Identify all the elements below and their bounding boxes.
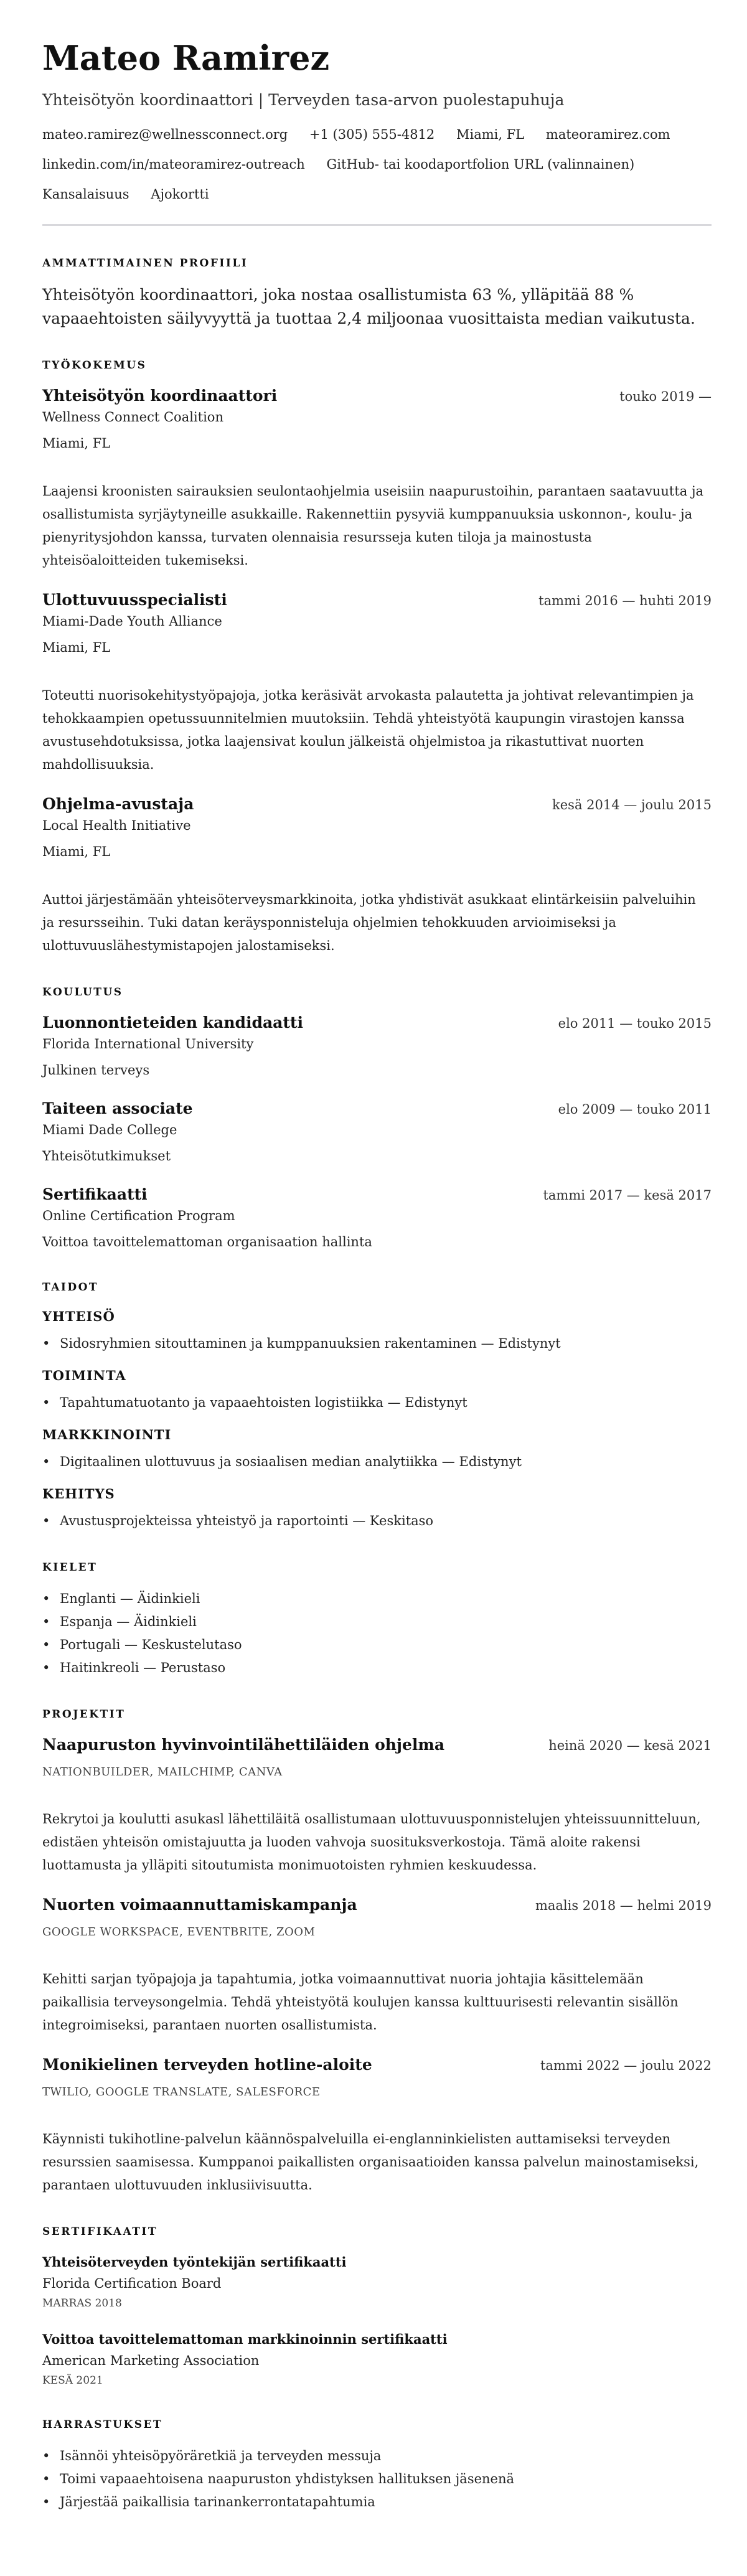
degree: Luonnontieteiden kandidaatti: [42, 1013, 303, 1032]
skill-category: YHTEISÖ: [42, 1309, 115, 1324]
project-dates: maalis 2018 — helmi 2019: [535, 1898, 712, 1913]
hobbies-section: [42, 2417, 712, 2514]
field-of-study: Voittoa tavoittelemattoman organisaation hallinta: [42, 1234, 372, 1249]
language-item: • Espanja — Äidinkieli: [60, 1610, 712, 1634]
skill-list: [42, 1510, 712, 1533]
education-dates: elo 2011 — touko 2015: [558, 1016, 712, 1031]
experience-entry: [42, 590, 712, 776]
certification-title: Yhteisöterveyden työntekijän sertifikaatti: [42, 2254, 347, 2270]
job-title: Ohjelma-avustaja: [42, 795, 194, 813]
section-heading: KOULUTUS: [42, 986, 123, 999]
job-dates: kesä 2014 — joulu 2015: [552, 797, 712, 812]
field-of-study: Yhteisötutkimukset: [42, 1149, 171, 1163]
email-link[interactable]: mateo.ramirez@wellnessconnect.org: [42, 127, 288, 142]
skill-category: KEHITYS: [42, 1486, 115, 1502]
degree: Taiteen associate: [42, 1099, 193, 1117]
linkedin-link[interactable]: linkedin.com/in/mateoramirez-outreach: [42, 157, 305, 172]
company: Wellness Connect Coalition: [42, 410, 223, 425]
project-entry: [42, 1734, 712, 1877]
education-dates: elo 2009 — touko 2011: [558, 1102, 712, 1117]
project-tech: NATIONBUILDER, MAILCHIMP, CANVA: [42, 1765, 283, 1779]
project-dates: heinä 2020 — kesä 2021: [548, 1738, 712, 1753]
education-section: [42, 985, 712, 1253]
project-description: Kehitti sarjan työpajoja ja tapahtumia, jotka voimaannuttivat nuoria johtajia käsittelemään paikallisia terveysongelmia. Tehdä yhteistyötä koulujen kanssa kulttuurisesti relevantin sisällön integroimiseksi, parantaen nuorten osallistumista.: [42, 1972, 679, 2033]
project-dates: tammi 2022 — joulu 2022: [540, 2058, 712, 2073]
job-description: Laajensi kroonisten sairauksien seulontaohjelmia useisiin naapurustoihin, parantaen saatavuutta ja osallistumista syrjäytyneille asukkaille. Rakennettiin pysyviä kumppanuuksia uskonnon-, koulu- ja pienyritysjohdon kanssa, turvaten olennaisia resursseja kuten tiloja ja mainostusta yhteisöaloitteiden tukemiseksi.: [42, 484, 703, 568]
hobby-item: • Toimi vapaaehtoisena naapuruston yhdistyksen hallituksen jäsenenä: [60, 2468, 712, 2491]
profile-summary: Yhteisötyön koordinaattori, joka nostaa osallistumista 63 %, ylläpitää 88 % vapaaehtoisten säilyvyyttä ja tuottaa 2,4 miljoonaa vuosittaista median vaikutusta.: [42, 286, 695, 327]
education-entry: [42, 1012, 712, 1081]
phone-number: +1 (305) 555-4812: [309, 127, 435, 142]
school: Online Certification Program: [42, 1208, 235, 1223]
section-heading: HARRASTUKSET: [42, 2419, 163, 2431]
section-heading: TYÖKOKEMUS: [42, 359, 147, 372]
job-location: Miami, FL: [42, 844, 111, 859]
section-heading: AMMATTIMAINEN PROFIILI: [42, 257, 248, 270]
location: Miami, FL: [456, 127, 525, 142]
certification-entry: [42, 2252, 712, 2313]
hobby-item: • Järjestää paikallisia tarinankerrontatapahtumia: [60, 2491, 712, 2514]
skill-list: [42, 1391, 712, 1414]
project-title: Nuorten voimaannuttamiskampanja: [42, 1896, 357, 1914]
job-dates: touko 2019 —: [619, 389, 712, 404]
job-location: Miami, FL: [42, 640, 111, 655]
field-of-study: Julkinen terveys: [42, 1063, 150, 1078]
language-item: • Haitinkreoli — Perustaso: [60, 1657, 712, 1680]
skill-list: [42, 1450, 712, 1474]
profile-section: [42, 256, 712, 331]
resume-header: [42, 36, 712, 209]
portfolio-link: GitHub- tai koodaportfolion URL (valinnainen): [326, 157, 635, 172]
drivers-license: Ajokortti: [151, 187, 209, 202]
certification-date: KESÄ 2021: [42, 2374, 103, 2387]
skill-item: • Sidosryhmien sitouttaminen ja kumppanuuksien rakentaminen — Edistynyt: [60, 1332, 712, 1355]
candidate-name: Mateo Ramirez: [42, 38, 330, 78]
contact-info: [42, 120, 712, 209]
experience-entry: [42, 385, 712, 572]
project-title: Naapuruston hyvinvointilähettiläiden ohjelma: [42, 1736, 445, 1754]
skill-category: TOIMINTA: [42, 1368, 126, 1383]
job-description: Auttoi järjestämään yhteisöterveysmarkkinoita, jotka yhdistivät asukkaat elintärkeisiin palveluihin ja resursseihin. Tuki datan keräysponnisteluja ohjelmien tehokkuuden arvioimiseksi ja ulottuvuuslähestymistapojen jalostamiseksi.: [42, 892, 696, 953]
project-description: Rekrytoi ja koulutti asukasl lähettiläitä osallistumaan ulottuvuusponnistelujen yhteissuunnitteluun, edistäen yhteisön omistajuutta ja luoden vahvoja suosituksverkostoja. Tämä aloite rakensi luottamusta ja ylläpiti sitoutumista monimuotoisten ryhmien keskuudessa.: [42, 1812, 701, 1873]
certification-entry: [42, 2329, 712, 2390]
contact-row: [42, 179, 712, 209]
company: Local Health Initiative: [42, 818, 191, 833]
company: Miami-Dade Youth Alliance: [42, 614, 222, 629]
job-title: Ulottuvuusspecialisti: [42, 591, 227, 609]
job-title: Yhteisötyön koordinaattori: [42, 387, 278, 405]
language-item: • Portugali — Keskustelutaso: [60, 1634, 712, 1657]
certifications-section: [42, 2224, 712, 2390]
hobby-item: • Isännöi yhteisöpyöräretkiä ja terveyden messuja: [60, 2445, 712, 2468]
language-list: [42, 1587, 712, 1680]
school: Florida International University: [42, 1037, 254, 1051]
job-description: Toteutti nuorisokehitystyöpajoja, jotka keräsivät arvokasta palautetta ja johtivat relevantimpien ja tehokkaampien opetussuunnitelmien muutoksiin. Tehdä yhteistyötä kaupungin virastojen kanssa avustusehdotuksissa, jotka laajensivat koulun jälkeistä ohjelmistoa ja rikastuttivat nuorten mahdollisuuksia.: [42, 688, 694, 772]
experience-section: [42, 358, 712, 957]
project-title: Monikielinen terveyden hotline-aloite: [42, 2056, 372, 2074]
header-divider: [42, 224, 712, 226]
skill-list: [42, 1332, 712, 1355]
degree: Sertifikaatti: [42, 1185, 148, 1203]
skill-item: • Digitaalinen ulottuvuus ja sosiaalisen median analytiikka — Edistynyt: [60, 1450, 712, 1474]
education-entry: [42, 1184, 712, 1253]
certification-title: Voittoa tavoittelemattoman markkinoinnin sertifikaatti: [42, 2331, 448, 2347]
project-entry: [42, 2054, 712, 2197]
experience-entry: [42, 794, 712, 957]
education-entry: [42, 1098, 712, 1167]
project-tech: GOOGLE WORKSPACE, EVENTBRITE, ZOOM: [42, 1925, 316, 1939]
languages-section: [42, 1560, 712, 1680]
section-heading: KIELET: [42, 1561, 98, 1574]
job-dates: tammi 2016 — huhti 2019: [538, 593, 712, 608]
contact-row: [42, 120, 712, 149]
website-link[interactable]: mateoramirez.com: [545, 127, 670, 142]
certification-date: MARRAS 2018: [42, 2297, 122, 2310]
project-description: Käynnisti tukihotline-palvelun käännöspalveluilla ei-englanninkielisten auttamiseksi terveyden resurssien saamisessa. Kumppanoi paikallisten organisaatioiden kanssa palvelun mainostamiseksi, parantaen ulottuvuuden inklusiivisuutta.: [42, 2132, 699, 2193]
certification-issuer: American Marketing Association: [42, 2353, 260, 2368]
language-item: • Englanti — Äidinkieli: [60, 1587, 712, 1610]
job-location: Miami, FL: [42, 436, 111, 451]
certification-issuer: Florida Certification Board: [42, 2276, 222, 2291]
section-heading: SERTIFIKAATIT: [42, 2226, 157, 2238]
citizenship: Kansalaisuus: [42, 187, 129, 202]
skills-section: [42, 1280, 712, 1533]
project-tech: TWILIO, GOOGLE TRANSLATE, SALESFORCE: [42, 2085, 321, 2099]
skill-item: • Avustusprojekteissa yhteistyö ja raportointi — Keskitaso: [60, 1510, 712, 1533]
candidate-headline: Yhteisötyön koordinaattori | Terveyden tasa-arvon puolestapuhuja: [42, 91, 565, 109]
section-heading: PROJEKTIT: [42, 1708, 126, 1721]
skill-category: MARKKINOINTI: [42, 1427, 172, 1442]
project-entry: [42, 1894, 712, 2037]
education-dates: tammi 2017 — kesä 2017: [543, 1188, 712, 1203]
contact-row: [42, 149, 712, 179]
section-heading: TAIDOT: [42, 1281, 99, 1294]
hobby-list: [42, 2445, 712, 2514]
school: Miami Dade College: [42, 1122, 177, 1137]
skill-item: • Tapahtumatuotanto ja vapaaehtoisten logistiikka — Edistynyt: [60, 1391, 712, 1414]
projects-section: [42, 1707, 712, 2197]
